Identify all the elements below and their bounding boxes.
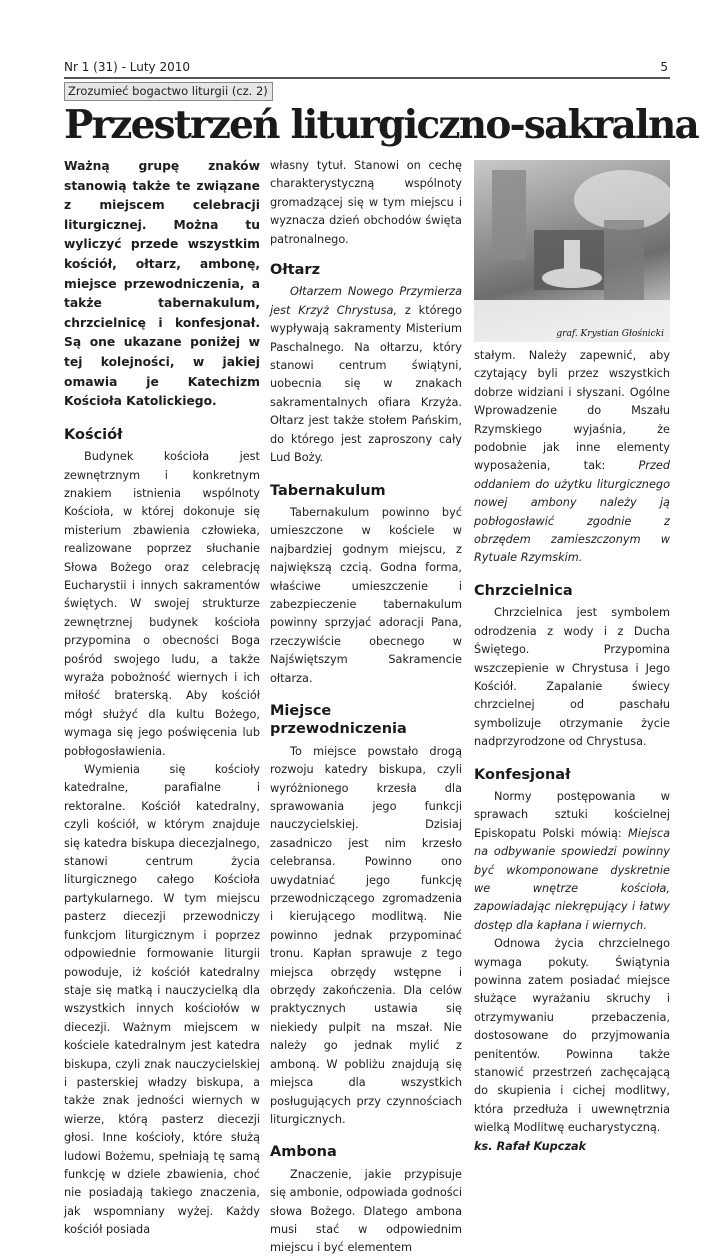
oltarz-text: z którego wypływają sakramenty Misterium Paschalnego. Na ołtarzu, który stanowi centrum świątyni, uobecnia się w znakach sakramentalnych ofiara Krzyża. Ołtarz jest także stołem Pańskim, do którego jest zaproszony cały Lud Boży. (270, 303, 462, 465)
altar-illustration (474, 160, 670, 342)
heading-kosciol: Kościół (64, 426, 123, 443)
column-1 (64, 157, 260, 1240)
page-number: 5 (660, 60, 668, 74)
tabernakulum-paragraph: Tabernakulum powinno być umieszczone w kościele w najbardziej godnym miejscu, z największą czcią. Godna forma, właściwe umieszczenie i zabezpieczenie tabernakulum powinny sprzyjać adoracji Pana, rzeczywiście obecnego w Najświętszym Sakramencie ołtarza. (270, 505, 462, 685)
altar-photo (474, 160, 670, 342)
kosciol-paragraph-2: Wymienia się kościoły katedralne, parafialne i rektoralne. Kościół katedralny, czyli kościół, w którym znajduje się katedra biskupa diecezjalnego, stanowi centrum życia liturgicznego całego Kościoła partykularnego. W tym miejscu pasterz diecezji przewodniczy funkcjom liturgicznym i poprzez odpowiednie formowanie liturgii powoduje, iż kościół katedralny staje się matką i nauczycielką dla wszystkich innych kościołów w diecezji. Ważnym miejscem w kościele katedralnym jest katedra biskupa, czyli znak nauczycielskiej i pasterskiej władzy biskupa, a także znak jedności wiernych w wierze, którą pasterz diecezji głosi. Inne kościoły, które służą ludowi Bożemu, spełniają tę samą funkcję w dziele zbawienia, choć nie posiadają takiego znaczenia, jak wspomniany wyżej. Każdy kościół posiada (64, 763, 260, 1237)
kosciol-paragraph-1: Budynek kościoła jest zewnętrznym i konkretnym znakiem istnienia wspólnoty Kościoła, w której dokonuje się misterium zbawienia człowieka, realizowane poprzez słuchanie Słowa Bożego oraz celebrację Eucharystii i innych sakramentów świętych. W swojej strukturze zewnętrznej budynek kościoła przypomina o obecności Boga pośród swojego ludu, a także wyraża pobożność wiernych i ich miłość braterską. Aby kościół mógł służyć dla kultu Bożego, wymaga się jego poświęcenia lub pobłogosławienia. (64, 450, 260, 758)
column-2 (270, 157, 462, 1258)
column-3 (474, 347, 670, 1156)
author-signature: ks. Rafał Kupczak (474, 1139, 587, 1153)
issue-label: Nr 1 (31) - Luty 2010 (64, 60, 191, 74)
kosciol-continuation: własny tytuł. Stanowi on cechę charakterystyczną wspólnoty gromadzącej się w tym miejscu i wyznacza dzień obchodów święta patronalnego. (270, 159, 462, 246)
article-title: Przestrzeń liturgiczno-sakralna (64, 102, 699, 148)
ambona-cont-quote: Przed oddaniem do użytku liturgicznego nowej ambony należy ją pobłogosławić zgodnie z obrzędem zamieszczonym w Rytuale Rzymskim. (474, 459, 670, 565)
oltarz-quote: Ołtarzem Nowego Przymierza jest Krzyż Chrystusa, (270, 285, 462, 317)
photo-credit: graf. Krystian Głośnicki (556, 329, 664, 339)
ambona-cont-text: stałym. Należy zapewnić, aby czytający byli przez wszystkich dobrze widziani i słyszani. Ogólne Wprowadzenie do Mszału Rzymskiego wyjaśnia, że podobnie jak inne elementy wyposażenia, tak: (474, 349, 670, 473)
heading-oltarz: Ołtarz (270, 262, 321, 279)
heading-przewodniczenie: Miejsce przewodniczenia (270, 702, 407, 738)
konfesjonal-paragraph-2: Odnowa życia chrzcielnego wymaga pokuty. Świątynia powinna zatem posiadać miejsce służące wyrażaniu skruchy i otrzymywaniu przebaczenia, dostosowane do przyjmowania penitentów. Powinna także stanowić przestrzeń zachęcającą do skupienia i cichej modlitwy, która przedłuża i uwewnętrznia wielką Modlitwę eucharystyczną. (474, 937, 670, 1135)
ambona-paragraph: Znaczenie, jakie przypisuje się ambonie, odpowiada godności słowa Bożego. Dlatego ambona musi stać w odpowiednim miejscu i być elementem (270, 1167, 462, 1255)
page-header (64, 57, 670, 79)
series-label: Zrozumieć bogactwo liturgii (cz. 2) (64, 82, 273, 101)
oltarz-paragraph (270, 283, 462, 467)
przewodniczenie-paragraph: To miejsce powstało drogą rozwoju katedry biskupa, czyli wyróżnionego krzesła dla sprawowania jego funkcji nauczycielskiej. Dzisiaj zasadniczo jest nim krzesło celebransa. Powinno ono uwydatniać jego funkcję przewodniczącego zgromadzenia i kierującego modlitwą. Nie powinno jednak przypominać tronu. Kapłan sprawuje z tego miejsca obrzędy wstępne i obrzędy zakończenia. Dla celów praktycznych ustawia się niekiedy pulpit na mszał. Nie należy go jednak mylić z amboną. W pobliżu znajdują się miejsca dla wszystkich posługujących przy czynnościach liturgicznych. (270, 744, 462, 1126)
heading-chrzcielnica: Chrzcielnica (474, 582, 573, 599)
konfesjonal-quote: Miejsca na odbywanie spowiedzi powinny być wkomponowane dyskretnie we wnętrze kościoła, zapowiadając niekrępujący i łatwy dostęp dla kapłana i wiernych. (474, 826, 670, 932)
chrzcielnica-paragraph: Chrzcielnica jest symbolem odrodzenia z wody i z Ducha Świętego. Przypomina wszczepienie w Chrystusa i Jego Kościół. Zapalanie świecy chrzcielnej od paschału symbolizuje otrzymanie życie nadprzyrodzone od Chrystusa. (474, 606, 670, 749)
konfesjonal-text: Normy postępowania w sprawach sztuki kościelnej Episkopatu Polski mówią: (474, 789, 670, 840)
lead-paragraph: Ważną grupę znaków stanowią także te związane z miejscem celebracji liturgicznej. Można tu wyliczyć przede wszystkim kościół, ołtarz, ambonę, miejsce przewodniczenia, a także tabernakulum, chrzcielnicę i konfesjonał. Są one ukazane poniżej w tej kolejności, w jakiej omawia je Katechizm Kościoła Katolickiego. (64, 159, 260, 409)
konfesjonal-paragraph-1 (474, 788, 670, 935)
heading-tabernakulum: Tabernakulum (270, 482, 386, 499)
heading-ambona: Ambona (270, 1144, 337, 1161)
ambona-continuation (474, 347, 670, 568)
heading-konfesjonal: Konfesjonał (474, 766, 571, 783)
